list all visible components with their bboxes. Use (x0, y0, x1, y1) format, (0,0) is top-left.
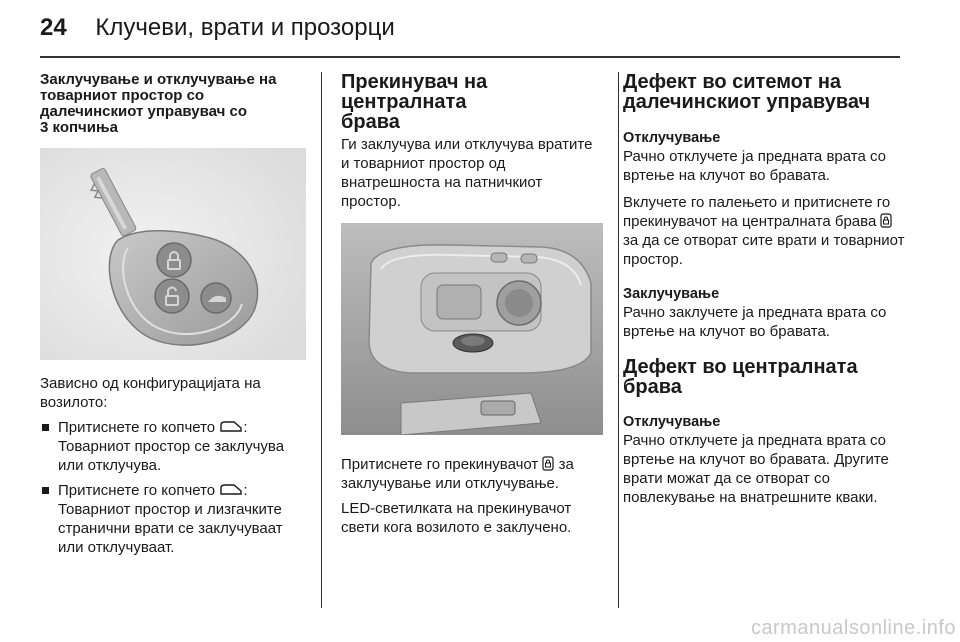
section-heading: Заклучување и отклучување на товарниот простор со далечинскиот управувач со 3 копчиња (40, 71, 277, 136)
bullet-square (42, 424, 49, 431)
unlock-label: Отклучување (623, 414, 721, 430)
remote-key-image (40, 148, 306, 360)
unlock-text: Рачно отклучете ја предната врата со вртење на клучот во бравата. (623, 148, 886, 184)
section-heading: Дефект во централната брава (623, 356, 858, 398)
van-icon (219, 420, 243, 434)
intro-text: Ги заклучува или отклучува вратите и товарниот простор од внатрешноста на патничкиот простор. (341, 136, 593, 210)
bullet-square (42, 487, 49, 494)
page-header (40, 14, 395, 42)
column-remote-3-buttons (40, 72, 306, 563)
list-item: Притиснете го копчето : Товарниот простор се заклучува или отклучува. (40, 418, 306, 475)
column-remote-fault (623, 72, 905, 507)
intro-text: Зависно од конфигурацијата на возилото: (40, 375, 261, 411)
ceiling-switch-image (341, 223, 603, 435)
header-rule (40, 56, 900, 58)
column-divider (618, 72, 619, 608)
page-number: 24 (40, 14, 67, 41)
unlock-label: Отклучување (623, 130, 721, 146)
watermark: carmanualsonline.info (750, 617, 956, 639)
switch-text: Притиснете го прекинувачот за заклучување или отклучување. (341, 456, 574, 492)
section-heading: Дефект во ситемот на далечинскиот управувач (623, 71, 871, 113)
column-central-lock-switch (341, 72, 603, 537)
remote-key-illustration (40, 148, 306, 360)
lock-label: Заклучување (623, 286, 720, 302)
lock-switch-icon (542, 456, 554, 471)
lock-switch-icon (880, 213, 892, 228)
unlock-text: Рачно отклучете ја предната врата со вртење на клучот во бравата. Другите врати можат да се отворат со повлекување на внатрешните кваки. (623, 432, 889, 506)
page-title: Клучеви, врати и прозорци (95, 14, 395, 41)
column-divider (321, 72, 322, 608)
bullet-list (40, 418, 306, 557)
lock-text: Рачно заклучете ја предната врата со вртење на клучот во бравата. (623, 304, 887, 340)
list-item: Притиснете го копчето : Товарниот простор и лизгачките странични врати се заклучуваат или отклучуваат. (40, 481, 306, 557)
ignition-text: Вклучете го палењето и притиснете го прекинувачот на централната брава за да се отворат сите врати и товарниот простор. (623, 194, 905, 268)
van-icon (219, 483, 243, 497)
ceiling-switch-illustration (341, 223, 603, 435)
led-text: LED-светилката на прекинувачот свети кога возилото е заклучено. (341, 500, 572, 536)
section-heading: Прекинувач на централната брава (341, 71, 488, 133)
